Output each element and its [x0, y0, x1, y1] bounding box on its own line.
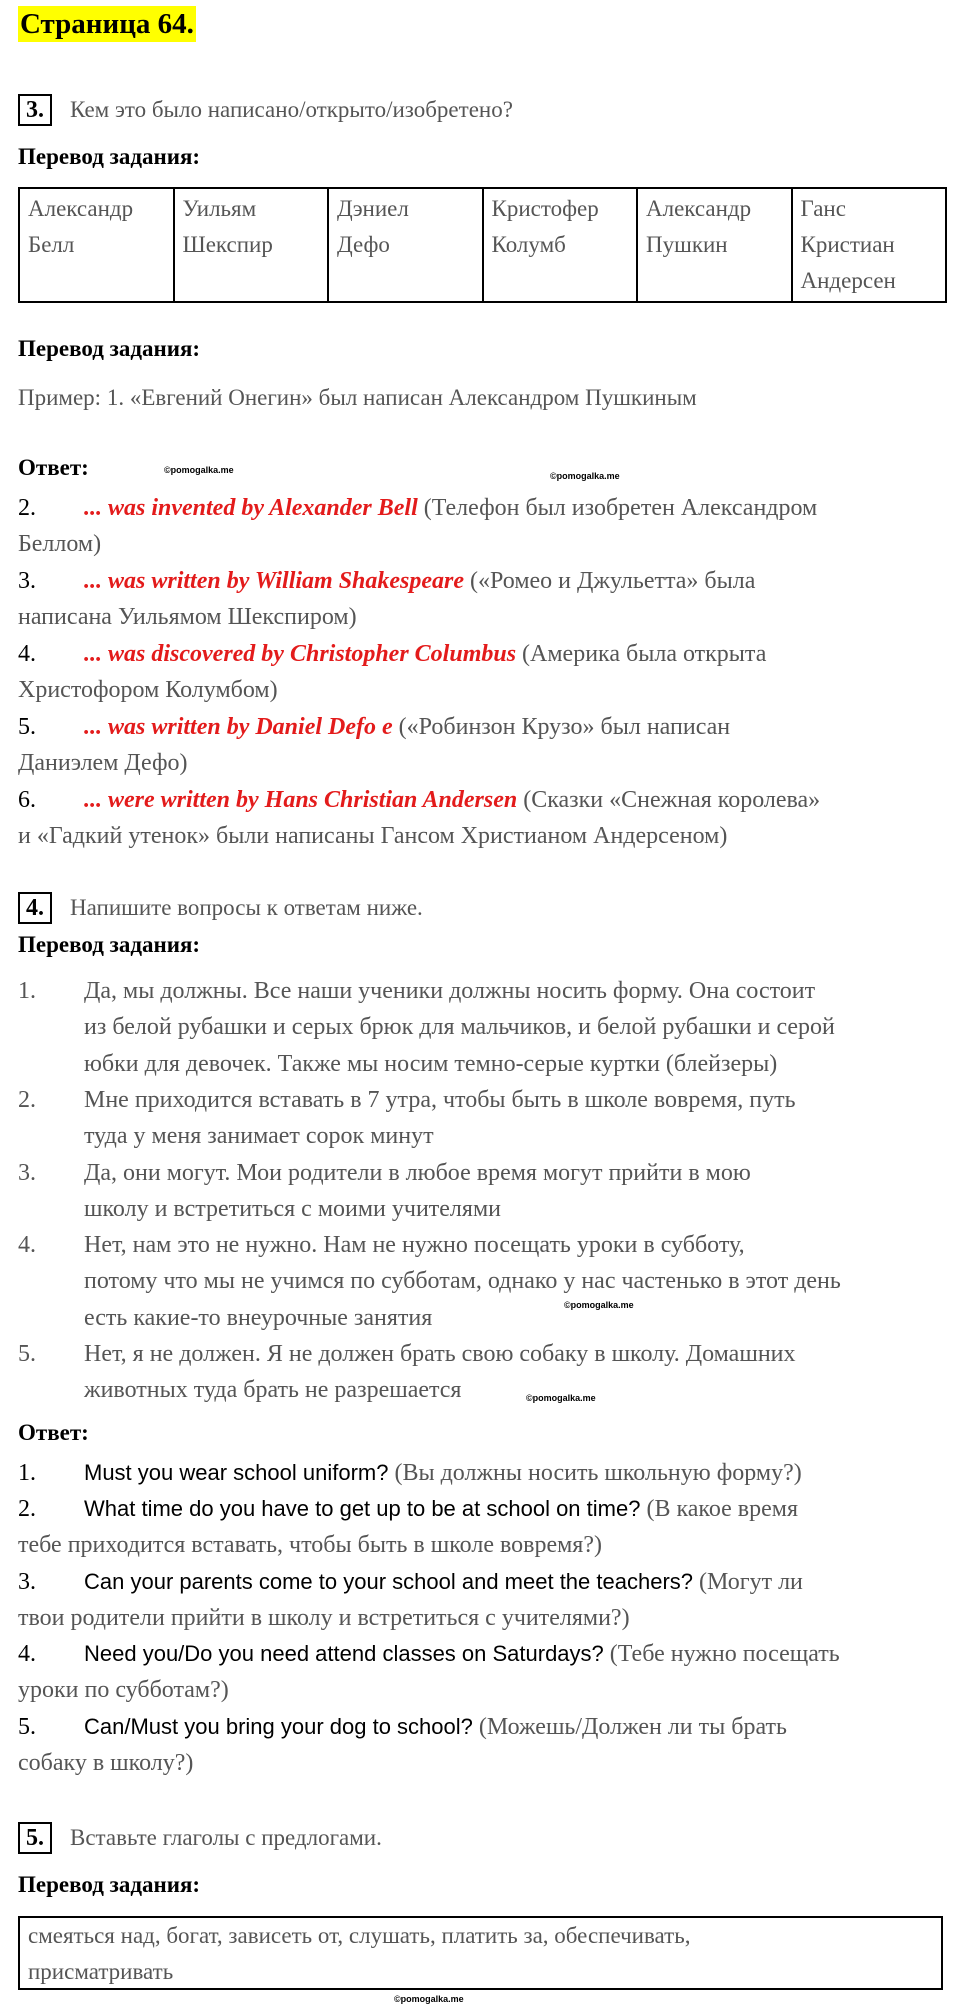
name-cell [483, 188, 638, 302]
name-cell [19, 188, 174, 302]
exercise-4-header [18, 892, 423, 924]
answer-translation: (Телефон был изобретен Александром [417, 495, 818, 521]
line-text: Да, они могут. Мои родители в любое время могут прийти в мою [84, 1159, 751, 1186]
answer-translation-cont: написана Уильямом Шекспиром) [18, 604, 357, 630]
answer-line [18, 490, 948, 526]
line-number: 4. [18, 1232, 36, 1259]
answer-translation-cont: Даниэлем Дефо) [18, 750, 188, 776]
translation-line [18, 1118, 948, 1154]
line-text: животных туда брать не разрешается [84, 1377, 462, 1404]
exercise-task: Вставьте глаголы с предлогами. [70, 1825, 382, 1850]
names-table [18, 187, 947, 303]
exercise-task: Кем это было написано/открыто/изобретено? [70, 97, 513, 122]
name-cell [637, 188, 792, 302]
line-number: 3. [18, 1159, 36, 1186]
line-text: есть какие-то внеурочные занятия [84, 1304, 433, 1331]
exercise-number: 5. [18, 1822, 52, 1854]
name-part: Дефо [337, 232, 390, 257]
answer-english: ... were written by Hans Christian Andersen [84, 787, 518, 813]
translation-line [18, 1009, 948, 1045]
name-part: Александр [28, 196, 134, 221]
name-part: Пушкин [646, 232, 728, 257]
translation-label: Перевод задания: [18, 336, 201, 361]
translation-label: Перевод задания: [18, 1872, 201, 1897]
translation-line [18, 1191, 948, 1227]
watermark: ©pomogalka.me [526, 1393, 596, 1403]
answer-line [18, 636, 948, 672]
answer-line [18, 1491, 948, 1527]
answer-translation: (Америка была открыта [516, 641, 767, 667]
translation-line [18, 1155, 948, 1191]
name-part: Уильям [182, 196, 257, 221]
answer-translation-cont: твои родители прийти в школу и встретиться с учителями?) [18, 1605, 630, 1631]
answer-translation: (Могут ли [693, 1569, 803, 1595]
answer-translation-cont: собаку в школу?) [18, 1750, 194, 1776]
answer-number: 5. [18, 1714, 36, 1740]
answer-line [18, 1709, 948, 1745]
line-number: 5. [18, 1341, 36, 1367]
answer-translation: (Сказки «Снежная королева» [517, 787, 821, 813]
answer-label: Ответ: [18, 1420, 89, 1445]
line-text: Нет, нам это не нужно. Нам не нужно посещать уроки в субботу, [84, 1232, 745, 1259]
translation-line [18, 1300, 948, 1336]
answer-number: 4. [18, 641, 36, 667]
name-cell [174, 188, 329, 302]
answer-english: Need you/Do you need attend classes on Saturdays? [84, 1641, 604, 1666]
answer-translation: (Тебе нужно посещать [603, 1641, 840, 1667]
answer-translation-cont: тебе приходится вставать, чтобы быть в школе вовремя?) [18, 1532, 602, 1558]
exercise-3-header [18, 94, 513, 126]
answer-translation-cont: и «Гадкий утенок» были написаны Гансом Христианом Андерсеном) [18, 823, 728, 849]
answer-number: 3. [18, 568, 36, 594]
name-part: Белл [28, 232, 75, 257]
answer-english: Must you wear school uniform? [84, 1460, 389, 1485]
name-part: Андерсен [800, 268, 896, 293]
line-text: потому что мы не учимся по субботам, однако у нас частенько в этот день [84, 1268, 841, 1295]
name-part: Кристиан [800, 232, 895, 257]
answer-translation-cont: уроки по субботам?) [18, 1677, 229, 1703]
name-part: Александр [646, 196, 752, 221]
answer-number: 1. [18, 1460, 36, 1486]
verbs-line: смеяться над, богат, зависеть от, слушать, платить за, обеспечивать, [28, 1923, 691, 1948]
answer-english: Can your parents come to your school and meet the teachers? [84, 1569, 694, 1594]
exercise-number: 3. [18, 94, 52, 126]
line-text: из белой рубашки и серых брюк для мальчиков, и белой рубашки и серой [84, 1014, 835, 1041]
line-text: юбки для девочек. Также мы носим темно-серые куртки (блейзеры) [84, 1050, 778, 1077]
answer-number: 5. [18, 714, 36, 740]
translation-label: Перевод задания: [18, 144, 201, 169]
watermark: ©pomogalka.me [164, 465, 234, 475]
verbs-box [18, 1916, 943, 1990]
exercise-number: 4. [18, 892, 52, 924]
verbs-line: присматривать [28, 1959, 174, 1984]
line-text: туда у меня занимает сорок минут [84, 1123, 434, 1150]
name-part: Колумб [491, 232, 566, 257]
answer-translation: («Ромео и Джульетта» была [464, 568, 756, 594]
translation-label: Перевод задания: [18, 932, 201, 957]
line-text: Да, мы должны. Все наши ученики должны носить форму. Она состоит [84, 978, 816, 1004]
name-part: Ганс [800, 196, 846, 221]
answer-english: Can/Must you bring your dog to school? [84, 1714, 473, 1739]
answer-line [18, 563, 948, 599]
answer-english: What time do you have to get up to be at school on time? [84, 1496, 641, 1521]
answer-label: Ответ: [18, 455, 89, 480]
answer-number: 6. [18, 787, 36, 813]
answer-translation: (Можешь/Должен ли ты брать [472, 1714, 787, 1740]
translation-line [18, 1046, 948, 1082]
name-part: Шекспир [182, 232, 273, 257]
translation-line [18, 1372, 948, 1408]
name-part: Кристофер [491, 196, 599, 221]
example-text: Пример: 1. «Евгений Онегин» был написан Александром Пушкиным [18, 385, 697, 410]
answer-translation: («Робинзон Крузо» был написан [392, 714, 731, 740]
translation-line [18, 1336, 948, 1372]
answer-translation: (Вы должны носить школьную форму?) [388, 1460, 802, 1486]
answer-line [18, 1564, 948, 1600]
exercise-5-header [18, 1822, 382, 1854]
answer-translation-cont: Беллом) [18, 531, 102, 557]
answer-number: 2. [18, 495, 36, 521]
line-text: школу и встретиться с моими учителями [84, 1195, 501, 1222]
line-number: 2. [18, 1086, 36, 1113]
answer-english: ... was invented by Alexander Bell [84, 495, 418, 521]
watermark: ©pomogalka.me [550, 471, 620, 481]
answer-english: ... was written by Daniel Defo e [84, 714, 393, 740]
exercise-task: Напишите вопросы к ответам ниже. [70, 895, 423, 920]
answer-line [18, 1455, 948, 1491]
answer-english: ... was discovered by Christopher Columbus [84, 641, 517, 667]
translation-line [18, 1082, 948, 1118]
watermark: ©pomogalka.me [394, 1994, 464, 2004]
translation-line [18, 973, 948, 1009]
answer-number: 2. [18, 1496, 36, 1522]
line-text: Мне приходится вставать в 7 утра, чтобы быть в школе вовремя, путь [84, 1086, 796, 1113]
page-title: Страница 64. [20, 8, 194, 40]
answer-number: 4. [18, 1641, 36, 1667]
name-part: Дэниел [337, 196, 409, 221]
watermark: ©pomogalka.me [564, 1300, 634, 1310]
name-cell [792, 188, 947, 302]
answer-english: ... was written by William Shakespeare [84, 568, 465, 594]
answer-line [18, 709, 948, 745]
answer-translation: (В какое время [640, 1496, 798, 1522]
translation-line [18, 1263, 948, 1299]
line-text: Нет, я не должен. Я не должен брать свою собаку в школу. Домашних [84, 1341, 796, 1367]
name-cell [328, 188, 483, 302]
names-row [19, 188, 946, 302]
answer-translation-cont: Христофором Колумбом) [18, 677, 278, 703]
translation-line [18, 1227, 948, 1263]
answer-line [18, 782, 948, 818]
answer-line [18, 1636, 948, 1672]
answer-number: 3. [18, 1569, 36, 1595]
line-number: 1. [18, 978, 36, 1004]
